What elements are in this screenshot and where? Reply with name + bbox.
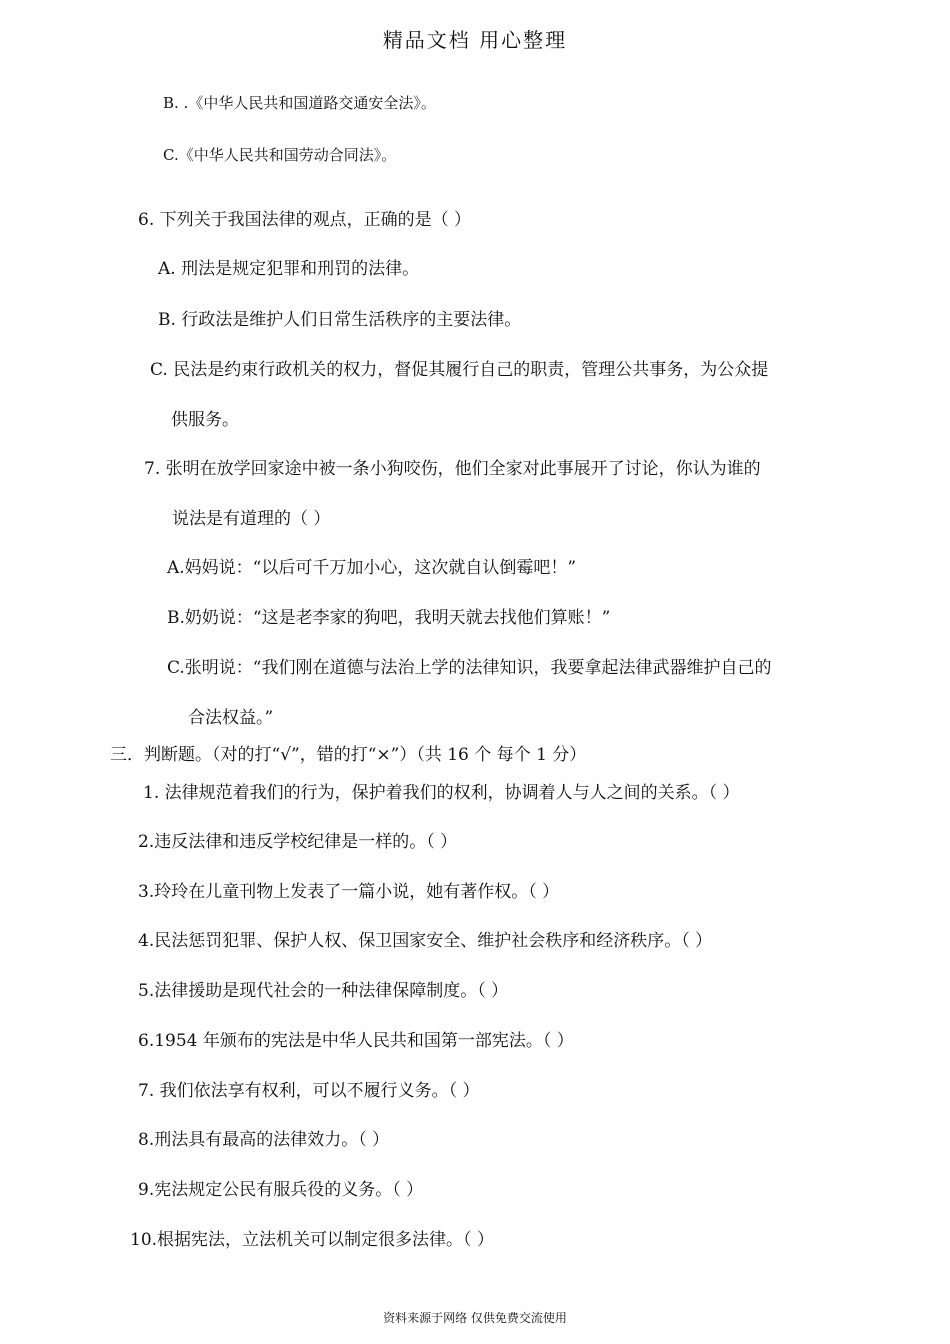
section3-title: 三．判断题。（对的打“√”，错的打“×”）（共 16 个 每个 1 分） (110, 745, 587, 765)
q7-stem-line2: 说法是有道理的（ ） (172, 509, 331, 529)
tf-item-7: 7. 我们依法享有权利，可以不履行义务。（ ） (138, 1081, 480, 1101)
tf-item-8: 8.刑法具有最高的法律效力。（ ） (138, 1130, 390, 1150)
tf-item-3: 3.玲玲在儿童刊物上发表了一篇小说，她有著作权。（ ） (138, 882, 560, 902)
q5-option-c: C.《中华人民共和国劳动合同法》。 (163, 146, 397, 164)
q7-stem-line1: 7. 张明在放学回家途中被一条小狗咬伤，他们全家对此事展开了讨论，你认为谁的 (144, 459, 761, 479)
tf-item-5: 5.法律援助是现代社会的一种法律保障制度。（ ） (138, 981, 509, 1001)
q7-option-c-line1: C.张明说：“我们刚在道德与法治上学的法律知识，我要拿起法律武器维护自己的 (167, 658, 772, 678)
q6-option-c-line1: C. 民法是约束行政机关的权力，督促其履行自己的职责，管理公共事务，为公众提 (150, 360, 769, 380)
tf-item-1: 1. 法律规范着我们的行为，保护着我们的权利，协调着人与人之间的关系。（ ） (143, 783, 740, 803)
q5-option-b: B. .《中华人民共和国道路交通安全法》。 (163, 94, 436, 112)
q6-stem: 6. 下列关于我国法律的观点，正确的是（ ） (138, 210, 472, 230)
q7-option-a: A.妈妈说：“以后可千万加小心，这次就自认倒霉吧！” (167, 558, 577, 578)
q7-option-b: B.奶奶说：“这是老李家的狗吧，我明天就去找他们算账！” (167, 608, 611, 628)
page-footer: 资料来源于网络 仅供免费交流使用 (383, 1311, 567, 1325)
q6-option-b: B. 行政法是维护人们日常生活秩序的主要法律。 (158, 310, 522, 330)
tf-item-6: 6.1954 年颁布的宪法是中华人民共和国第一部宪法。（ ） (138, 1031, 574, 1051)
tf-item-10: 10.根据宪法，立法机关可以制定很多法律。（ ） (130, 1230, 494, 1250)
q6-option-c-line2: 供服务。 (171, 410, 239, 430)
page-header: 精品文档 用心整理 (382, 28, 568, 52)
tf-item-9: 9.宪法规定公民有服兵役的义务。（ ） (138, 1180, 424, 1200)
q7-option-c-line2: 合法权益。” (188, 708, 274, 728)
q6-option-a: A. 刑法是规定犯罪和刑罚的法律。 (158, 259, 420, 279)
tf-item-2: 2.违反法律和违反学校纪律是一样的。（ ） (138, 832, 458, 852)
tf-item-4: 4.民法惩罚犯罪、保护人权、保卫国家安全、维护社会秩序和经济秩序。（ ） (138, 931, 713, 951)
